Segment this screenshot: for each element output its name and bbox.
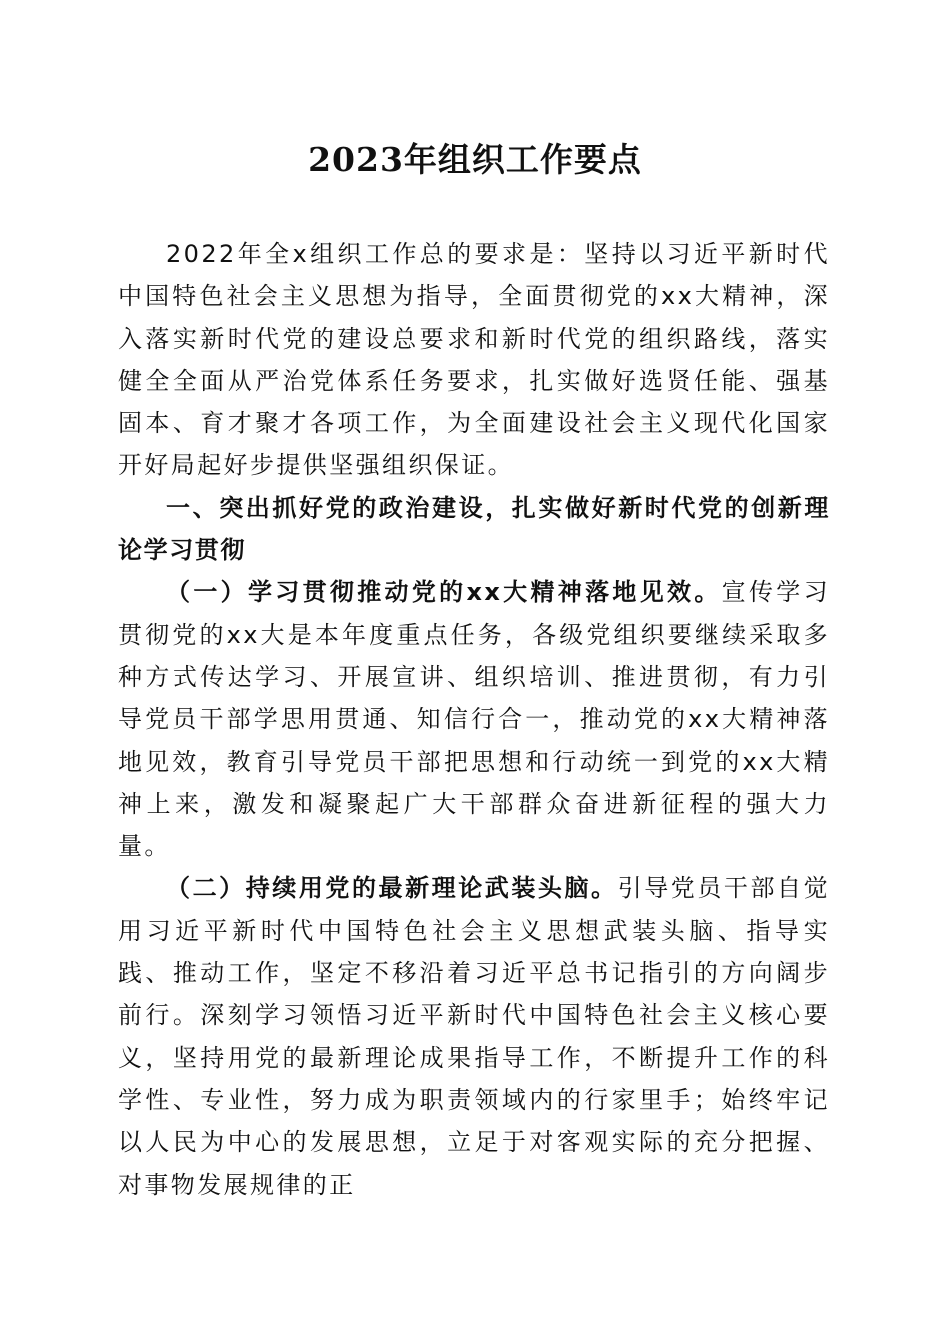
section-heading-1: 一、突出抓好党的政治建设，扎实做好新时代党的创新理论学习贯彻	[118, 493, 830, 565]
item-title-2: （二）持续用党的最新理论武装头脑。	[166, 874, 618, 903]
intro-paragraph: 2022年全x组织工作总的要求是：坚持以习近平新时代中国特色社会主义思想为指导，全面贯彻党的xx大精神，深入落实新时代党的建设总要求和新时代党的组织路线，落实健全全面从严治党体系任务要求，扎实做好选贤任能、强基固本、育才聚才各项工作，为全面建设社会主义现代化国家开好局起好步提供坚强组织保证。	[118, 240, 830, 480]
item-paragraph-2	[118, 867, 830, 1205]
document-title: 2023年组织工作要点	[308, 140, 642, 179]
item-body-1: 宣传学习贯彻党的xx大是本年度重点任务，各级党组织要继续采取多种方式传达学习、开展宣讲、组织培训、推进贯彻，有力引导党员干部学思用贯通、知信行合一，推动党的xx大精神落地见效，教育引导党员干部把思想和行动统一到党的xx大精神上来，激发和凝聚起广大干部群众奋进新征程的强大力量。	[118, 578, 830, 861]
item-paragraph-1	[118, 571, 830, 867]
item-body-2: 引导党员干部自觉用习近平新时代中国特色社会主义思想武装头脑、指导实践、推动工作，坚定不移沿着习近平总书记指引的方向阔步前行。深刻学习领悟习近平新时代中国特色社会主义核心要义，坚持用党的最新理论成果指导工作，不断提升工作的科学性、专业性，努力成为职责领域内的行家里手；始终牢记以人民为中心的发展思想，立足于对客观实际的充分把握、对事物发展规律的正	[118, 874, 830, 1199]
document-body	[118, 233, 830, 1206]
item-title-1: （一）学习贯彻推动党的xx大精神落地见效。	[166, 578, 722, 607]
